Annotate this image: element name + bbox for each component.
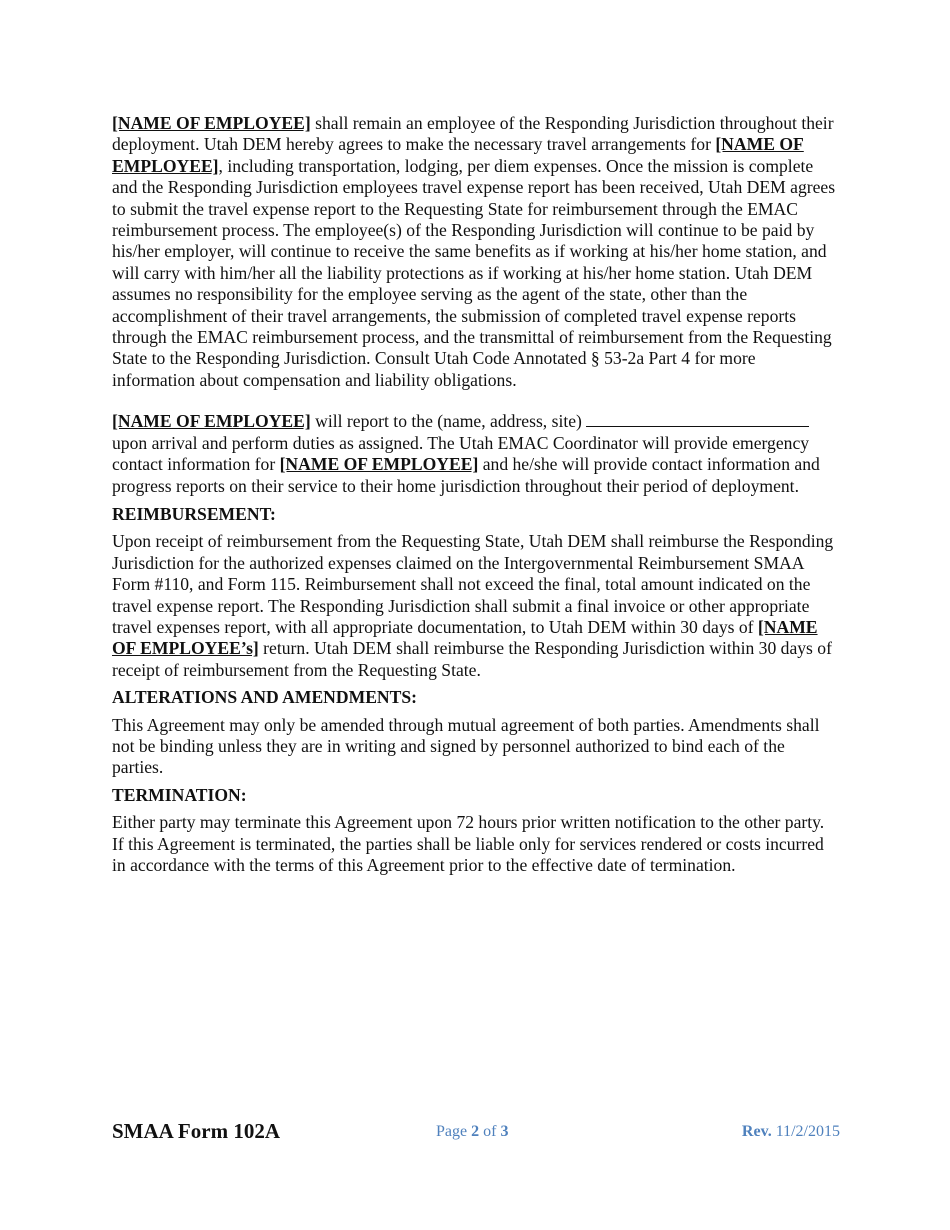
reimbursement-heading: REIMBURSEMENT: (112, 503, 276, 524)
page-total: 3 (500, 1123, 509, 1140)
employee-name-placeholder: [NAME OF EMPLOYEE] (112, 113, 311, 133)
page-word: Page (436, 1123, 472, 1140)
revision-date (742, 1123, 840, 1141)
employee-name-placeholder: [NAME OF EMPLOYEE] (279, 454, 479, 475)
form-id: SMAA Form 102A (112, 1119, 280, 1143)
report-location-text-2: upon arrival and perform duties as assigned. The Utah EMAC Coordinator will provide emergency contact information for (112, 432, 810, 475)
rev-label: Rev. (741, 1123, 772, 1140)
termination-paragraph: Either party may terminate this Agreement upon 72 hours prior written notification to the other party. If this Agreement is terminated, the parties shall be liable only for services rendered or costs incurred in accordance with the terms of this Agreement prior to the effective date of termination. (112, 812, 825, 875)
employee-name-placeholder: [NAME OF EMPLOYEE] (112, 134, 804, 176)
report-location-paragraph (112, 411, 840, 497)
termination-heading: TERMINATION: (112, 784, 247, 805)
deployment-paragraph (112, 113, 840, 391)
page-number (436, 1123, 508, 1141)
page-current: 2 (471, 1123, 480, 1140)
reimbursement-text-2: return. Utah DEM shall reimburse the Responding Jurisdiction within 30 days of receipt of reimbursement from the Requesting State. (112, 638, 832, 680)
page-footer (112, 1119, 840, 1145)
reimbursement-paragraph (112, 531, 840, 681)
alterations-heading: ALTERATIONS AND AMENDMENTS: (112, 687, 418, 708)
page-of: of (479, 1123, 501, 1140)
deployment-text-2: , including transportation, lodging, per diem expenses. Once the mission is complete and the Responding Jurisdiction employees travel expense report has been received, Utah DEM agrees to submit the travel expense report to the Requesting State for reimbursement through the EMAC reimbursement process. The employee(s) of the Responding Jurisdiction will continue to be paid by his/her employer, will continue to receive the same benefits as if working at his/her home station, and will carry with him/her all the liability protections as if working at his/her home station. Utah DEM assumes no responsibility for the employee serving as the agent of the state, other than the accomplishment of their travel arrangements, the submission of completed travel expense reports through the EMAC reimbursement process, and the transmittal of reimbursement from the Requesting State to the Responding Jurisdiction. Consult Utah Code Annotated § 53-2a Part 4 for more information about compensation and liability obligations. (112, 155, 836, 390)
report-location-text-1: will report to the (name, address, site) (310, 411, 587, 432)
rev-date: 11/2/2015 (771, 1123, 840, 1140)
employee-name-possessive-placeholder: [NAME OF EMPLOYEE’s] (112, 616, 818, 659)
report-location-text-3: and he/she will provide contact information and progress reports on their service to their home jurisdiction throughout their period of deployment. (112, 454, 820, 496)
alterations-paragraph: This Agreement may only be amended through mutual agreement of both parties. Amendments shall not be binding unless they are in writing and signed by personnel authorized to bind each of the parties. (112, 714, 820, 778)
document-body (112, 113, 840, 882)
deployment-text-1: shall remain an employee of the Responding Jurisdiction throughout their deployment. Utah DEM hereby agrees to make the necessary travel arrangements for (112, 113, 834, 155)
reimbursement-text-1: Upon receipt of reimbursement from the Requesting State, Utah DEM shall reimburse the Responding Jurisdiction for the authorized expenses claimed on the Intergovernmental Reimbursement SMAA Form #110, and Form 115. Reimbursement shall not exceed the final, total amount indicated on the travel expense report. The Responding Jurisdiction shall submit a final invoice or other appropriate travel expenses report, with all appropriate documentation, to Utah DEM within 30 days of (112, 531, 834, 637)
employee-name-placeholder: [NAME OF EMPLOYEE] (112, 411, 311, 432)
site-blank-line[interactable] (586, 412, 809, 427)
